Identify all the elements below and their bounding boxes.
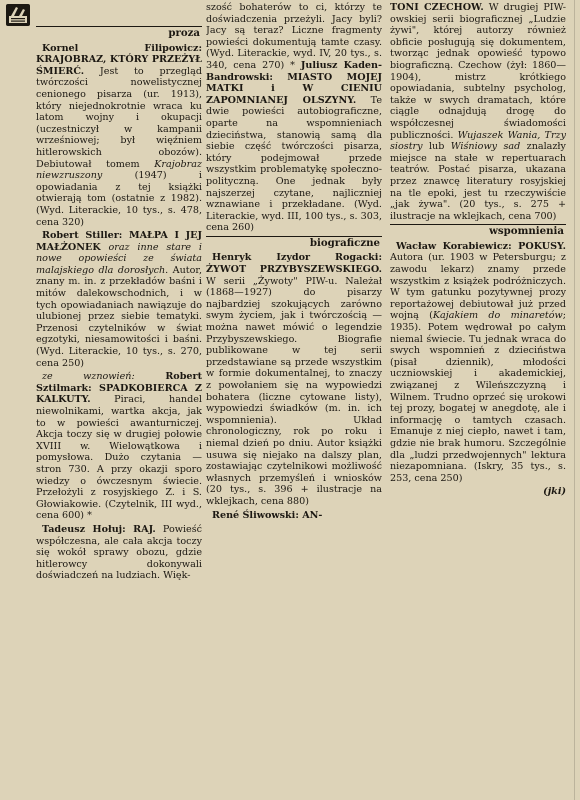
entry-stiller: [36, 230, 202, 369]
entry-text: Autora (ur. 1903 w Petersburgu; z zawodu lekarz) znamy przede wszystkim z książek podróżniczych. W tym gatunku pozytywnej prozy reportażowej debiutował już przed wojną (: [390, 252, 566, 322]
entry-title: KRAJOBRAZ, KTÓRY PRZEŻYŁ ŚMIERĆ.: [36, 54, 202, 77]
column-2: [206, 0, 382, 523]
section-header-wspomnienia: wspomnienia: [390, 224, 566, 238]
entry-text: Autor, znany m. in. z przekładów baśni i mitów dalekowschodnich, i w tych opowiadaniach nawiązuje do ulubionej przez siebie tematyki. Przenosi czytelników w świat egzotyki, niesamowitości i baśni. (Wyd. Literackie, 10 tys., s. 270, cena 250): [36, 264, 202, 369]
signature-text: (jki): [543, 486, 566, 498]
entry-filipowicz: [36, 43, 202, 229]
entry-holuj: [36, 524, 202, 582]
entry-text: Te dwie powieści autobiograficzne, oparte na wspomnieniach dzieciństwa, stanowią samą dla siebie część twórczości pisarza, który podejmował przede wszystkim problematykę społeczno-polityczną. One jednak były najszerzej czytane, najliczniej wznawiane i przekładane. (Wyd. Literackie, wyd. III, 100 tys., s. 303, cena 260): [206, 94, 382, 234]
entry-title: POKUSY.: [511, 240, 566, 252]
entry-holuj-cont: [206, 2, 382, 234]
entry-text: lub: [422, 141, 451, 153]
signature: [390, 486, 566, 498]
entry-text: Powieść współczesna, ale cała akcja toczy się wokół sprawy obozu, gdzie hitlerowcy dokonywali doświadczeń na ludziach. Więk-: [36, 523, 202, 582]
entry-text: szość bohaterów to ci, którzy te doświadczenia przeżyli. Jacy byli? Jacy są teraz? Liczne fragmenty powieści dokumentują tamte czasy. (Wyd. Literackie, wyd. IV, 20 tys., s. 340, cena 270) *: [206, 2, 382, 71]
entry-author: René Śliwowski:: [212, 509, 299, 521]
entry-text: znalazły miejsce na stałe w repertuarach teatrów. Postać pisarza, ukazana przez znawcę literatury rosyjskiej na tle epoki, jest tu rzeczywiście „jak żywa". (20 tys., s. 275 + ilustracje na wklejkach, cena 700): [390, 141, 566, 222]
entry-italic: Wujaszek Wania, Trzy siostry: [390, 129, 566, 153]
section-header-proza: proza: [36, 26, 202, 40]
entry-title: ŻYWOT PRZYBYSZEWSKIEGO.: [206, 264, 382, 276]
entry-title: MIASTO MOJEJ MATKI i W CIENIU ZAPOMNIANEJ OLSZYNY.: [206, 71, 382, 106]
column-1: [36, 0, 202, 584]
entry-title: SPADKOBIERCA Z KALKUTY.: [36, 382, 202, 406]
column-3: [390, 0, 566, 498]
entry-author: Henryk Izydor Rogacki:: [212, 252, 382, 264]
entry-text: W serii „Żywoty" PIW-u. Należał (1868—1927) do pisarzy najbardziej szokujących zarówno swym życiem, jak i twórczością — można nawet mówić o legendzie Przybyszewskiego. Biografie publikowane w tej serii przedstawiane są przede wszystkim w formie dokumentalnej, to znaczy z powołaniem się na wypowiedzi bohatera (liczne cytowane listy), wypowiedzi świadków (m. in. ich wspomnienia). Układ chronologiczny, rok po roku i niemal dzień po dniu. Autor książki usuwa się niejako na dalszy plan, zostawiając czytelnikowi możliwość własnych przemyśleń i wniosków (20 tys., s. 396 + ilustracje na wklejkach, cena 880): [206, 275, 382, 507]
entry-italic: oraz inne stare i nowe opowieści ze świata malajskiego dla dorosłych.: [36, 241, 202, 276]
entry-title: TONI CZECHOW.: [390, 2, 484, 13]
entry-lead: ze wznowień:: [42, 371, 135, 383]
entry-author: Juliusz Kaden-Bandrowski:: [206, 59, 382, 83]
entry-author: Robert Sztilmark:: [36, 371, 202, 394]
entry-author: Kornel Filipowicz:: [42, 42, 202, 54]
entry-author: Robert Stiller:: [42, 230, 123, 242]
entry-text: ; 1935). Potem wędrował po całym niemal świecie. Tu jednak wraca do swych wspomnień z dzieciństwa (pisał dziennik), młodości uczniowskiej i akademickiej, związanej z Wileńszczyzną i Wilnem. Trudno oprzeć się urokowi tej prozy, bogatej w anegdotę, ale i informację o tamtych czasach. Emanuje z niej ciepło, nawet i tam, gdzie nie brak humoru. Szczególnie dla „ludzi przedwojennych" lektura niezapomniana. (Iskry, 35 tys., s. 253, cena 250): [390, 310, 566, 484]
entry-title: MAŁPA I JEJ MAŁŻONEK: [36, 230, 202, 253]
section-logo-icon: [6, 4, 30, 26]
entry-rogacki: [206, 252, 382, 507]
entry-title: RAJ.: [125, 523, 156, 535]
entry-sztilmark: [36, 371, 202, 522]
section-header-biograficzne: biograficzne: [206, 236, 382, 250]
entry-title: AN-: [298, 509, 323, 521]
entry-korabiewicz: [390, 241, 566, 484]
entry-italic: Kajakiem do minaretów: [432, 310, 563, 322]
entry-text: W drugiej PIW-owskiej serii biograficznej „Ludzie żywi", której autorzy również obficie posługują się dokumentem, tworząc jednak opowieść typowo biograficzną. Czechow (żył: 1860—1904), mistrz krótkiego opowiadania, subtelny psycholog, także w swych dramatach, które ciągle odnajdują drogę do współczesnej świadomości publiczności.: [390, 2, 566, 141]
entry-sliwowski: [206, 510, 382, 522]
entry-text: Jest to przegląd twórczości nowelistycznej cenionego pisarza (ur. 1913), który niejednokrotnie wraca ku latom wojny i okupacji (uczestniczył w kampanii wrześniowej; był więźniem hitlerowskich obozów). Debiutował tomem: [36, 65, 202, 170]
entry-text: (1947) i opowiadania z tej książki otwierają tom (ostatnie z 1982). (Wyd. Literackie, 10 tys., s. 478, cena 320): [36, 170, 202, 228]
entry-author: Tadeusz Hołuj:: [42, 523, 126, 535]
entry-sliwowski-cont: [390, 2, 566, 222]
entry-author: Wacław Korabiewicz:: [396, 240, 512, 252]
entry-text: Piraci, handel niewolnikami, wartka akcja, jak to w powieści awanturniczej. Akcja toczy się w drugiej połowie XVIII w. Wielowątkowa i pomysłowa. Dużo czytania — stron 730. A przy okazji sporo wiedzy o ówczesnym świecie. Przełożyli z rosyjskiego Z. i S. Głowiakowie. (Czytelnik, III wyd., cena 600) *: [36, 394, 202, 522]
entry-italic: Krajobraz niewzruszony: [36, 158, 202, 182]
entry-italic: Wiśniowy sad: [450, 141, 521, 153]
